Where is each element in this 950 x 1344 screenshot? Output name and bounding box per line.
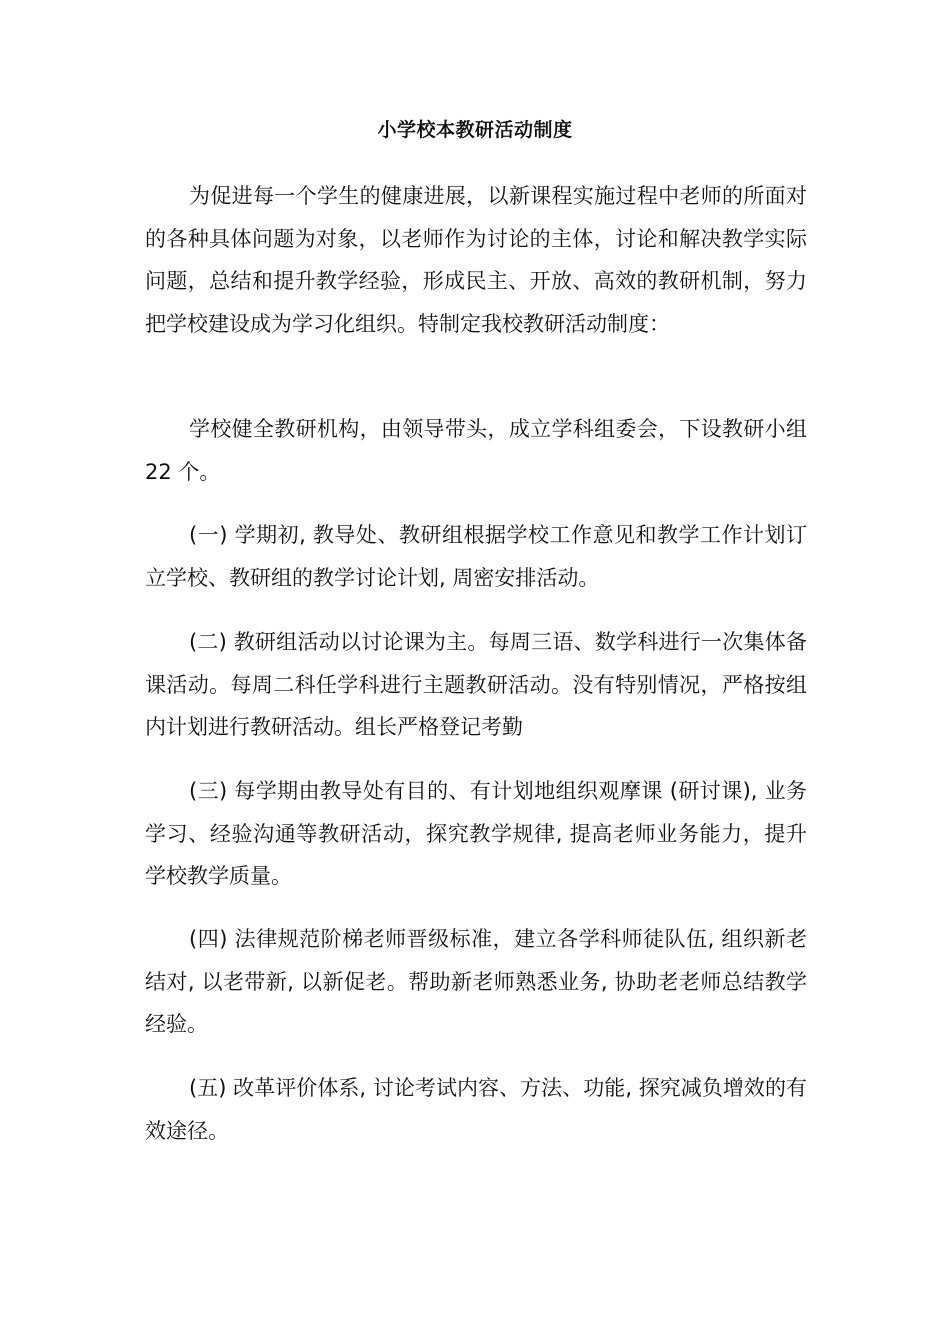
document-title: 小学校本教研活动制度 xyxy=(377,119,573,141)
paragraph-item-5: (五) 改革评价体系, 讨论考试内容、方法、功能, 探究减负增效的有效途径。 xyxy=(145,1076,807,1143)
paragraph-item-3: (三) 每学期由教导处有目的、有计划地组织观摩课 (研讨课), 业务学习、经验沟通等教研活动，探究教学规律, 提高老师业务能力，提升学校教学质量。 xyxy=(145,779,807,888)
paragraph-item-2: (二) 教研组活动以讨论课为主。每周三语、数学科进行一次集体备课活动。每周二科任学科进行主题教研活动。没有特别情况，严格按组内计划进行教研活动。组长严格登记考勤 xyxy=(145,630,807,739)
paragraph-item-4: (四) 法律规范阶梯老师晋级标准，建立各学科师徒队伍, 组织新老结对, 以老带新, 以新促老。帮助新老师熟悉业务, 协助老老师总结教学经验。 xyxy=(145,927,807,1036)
paragraph-organization: 学校健全教研机构，由领导带头，成立学科组委会，下设教研小组 22 个。 xyxy=(145,417,807,484)
paragraph-intro: 为促进每一个学生的健康进展，以新课程实施过程中老师的所面对的各种具体问题为对象，以老师作为讨论的主体，讨论和解决教学实际问题，总结和提升教学经验，形成民主、开放、高效的教研机制，努力把学校建设成为学习化组织。特制定我校教研活动制度： xyxy=(145,184,807,336)
paragraph-item-1: (一) 学期初, 教导处、教研组根据学校工作意见和教学工作计划订立学校、教研组的教学讨论计划, 周密安排活动。 xyxy=(145,523,807,590)
